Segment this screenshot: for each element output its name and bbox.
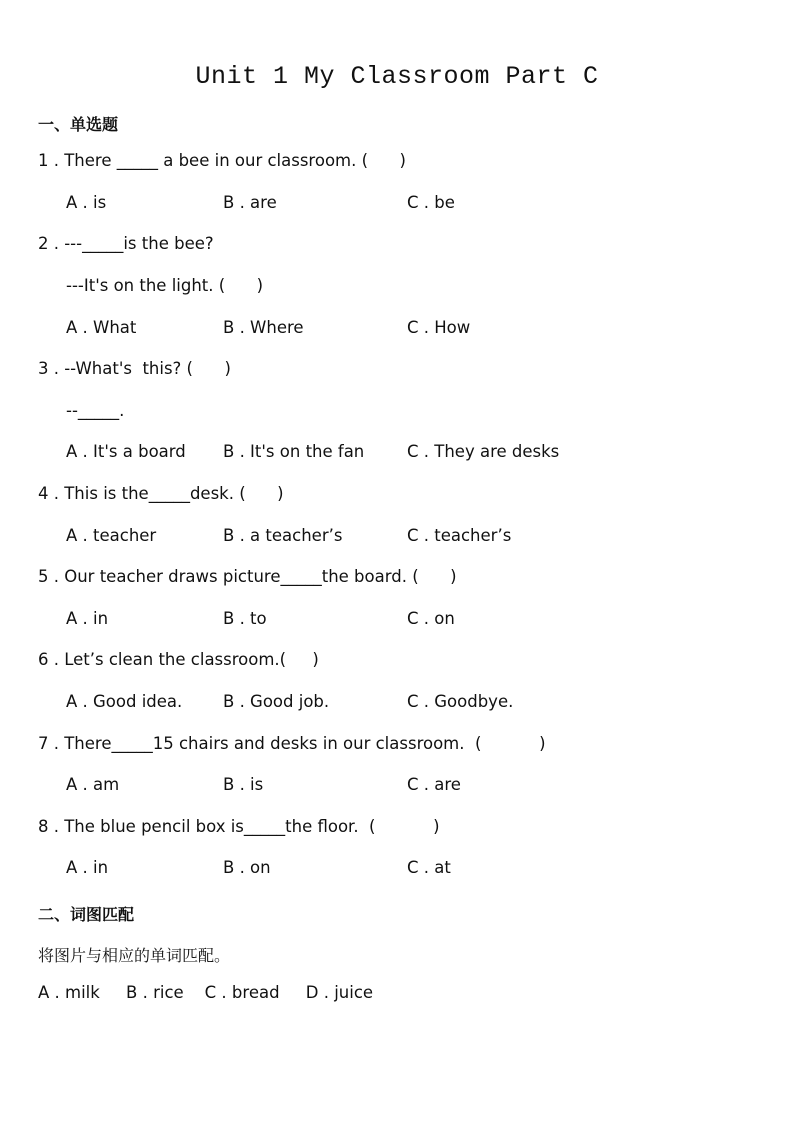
page-title: Unit 1 My Classroom Part C: [195, 62, 599, 91]
question-6-option-b[interactable]: B . Good job.: [223, 692, 330, 711]
question-7-option-a[interactable]: A . am: [66, 775, 120, 794]
question-2-stem: 2 . ---_____is the bee?: [38, 234, 214, 253]
question-2-subline: ---It's on the light. ( ): [66, 276, 264, 295]
question-2-option-a[interactable]: A . What: [66, 318, 137, 337]
question-8-stem: 8 . The blue pencil box is_____the floor. ( ): [38, 817, 440, 836]
matching-word-list: A . milk B . rice C . bread D . juice: [38, 983, 374, 1002]
question-5-option-a[interactable]: A . in: [66, 609, 109, 628]
section-heading-single-choice: 一、单选题: [38, 115, 119, 134]
question-4-option-c[interactable]: C . teacher’s: [407, 526, 512, 545]
question-1-option-c[interactable]: C . be: [407, 193, 455, 212]
question-6-stem: 6 . Let’s clean the classroom.( ): [38, 650, 319, 669]
question-4-option-b[interactable]: B . a teacher’s: [223, 526, 343, 545]
question-3-option-a[interactable]: A . It's a board: [66, 442, 186, 461]
question-7-stem: 7 . There_____15 chairs and desks in our classroom. ( ): [38, 734, 546, 753]
question-6-option-c[interactable]: C . Goodbye.: [407, 692, 514, 711]
question-1-stem: 1 . There _____ a bee in our classroom. ( ): [38, 151, 406, 170]
question-8-option-c[interactable]: C . at: [407, 858, 451, 877]
question-1-option-a[interactable]: A . is: [66, 193, 107, 212]
question-4-stem: 4 . This is the_____desk. ( ): [38, 484, 284, 503]
question-8-option-b[interactable]: B . on: [223, 858, 271, 877]
question-4-option-a[interactable]: A . teacher: [66, 526, 157, 545]
question-6-option-a[interactable]: A . Good idea.: [66, 692, 183, 711]
matching-instruction: 将图片与相应的单词匹配。: [38, 946, 231, 965]
question-7-option-c[interactable]: C . are: [407, 775, 461, 794]
question-1-option-b[interactable]: B . are: [223, 193, 277, 212]
question-8-option-a[interactable]: A . in: [66, 858, 109, 877]
question-2-option-b[interactable]: B . Where: [223, 318, 304, 337]
question-3-stem: 3 . --What's this? ( ): [38, 359, 231, 378]
question-3-subline: --_____.: [66, 401, 125, 420]
question-2-option-c[interactable]: C . How: [407, 318, 471, 337]
section-heading-word-picture-match: 二、词图匹配: [38, 905, 135, 924]
question-3-option-c[interactable]: C . They are desks: [407, 442, 560, 461]
question-5-option-c[interactable]: C . on: [407, 609, 455, 628]
question-7-option-b[interactable]: B . is: [223, 775, 264, 794]
question-5-option-b[interactable]: B . to: [223, 609, 267, 628]
question-3-option-b[interactable]: B . It's on the fan: [223, 442, 365, 461]
question-5-stem: 5 . Our teacher draws picture_____the board. ( ): [38, 567, 457, 586]
